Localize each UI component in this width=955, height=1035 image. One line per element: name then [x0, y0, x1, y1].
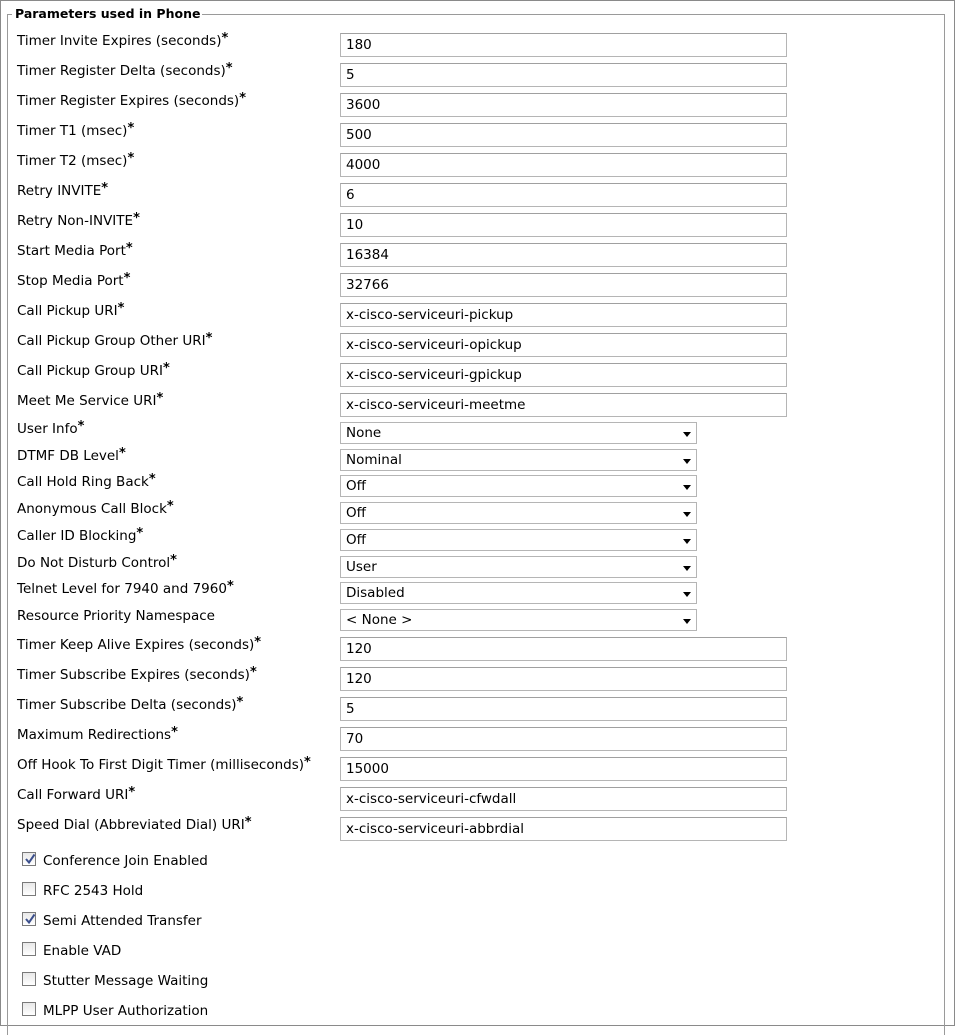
- timer-invite-expires-seconds-input[interactable]: 180: [340, 33, 787, 57]
- field-label: [17, 212, 140, 231]
- required-marker: *: [77, 419, 85, 434]
- call-forward-uri-input[interactable]: x-cisco-serviceuri-cfwdall: [340, 787, 787, 811]
- retry-invite-input[interactable]: 6: [340, 183, 787, 207]
- field-label: [17, 122, 134, 141]
- form-row-timer-subscribe-delta-seconds: [0, 692, 955, 722]
- field-label: [17, 756, 311, 775]
- field-label-text: Timer Invite Expires (seconds): [17, 33, 222, 49]
- field-label-text: Timer Subscribe Expires (seconds): [17, 667, 250, 683]
- semi-attended-transfer-checkbox[interactable]: [22, 912, 36, 926]
- section-title: Parameters used in Phone: [12, 6, 202, 22]
- dropdown-arrow-icon[interactable]: [683, 459, 691, 464]
- select-value: Off: [346, 532, 366, 548]
- dropdown-arrow-icon[interactable]: [683, 592, 691, 597]
- form-row-resource-priority-namespace: [0, 605, 955, 635]
- required-marker: *: [254, 635, 262, 650]
- start-media-port-input[interactable]: 16384: [340, 243, 787, 267]
- field-label: [17, 473, 156, 492]
- field-label-text: Resource Priority Namespace: [17, 608, 215, 624]
- speed-dial-abbreviated-dial-uri-input[interactable]: x-cisco-serviceuri-abbrdial: [340, 817, 787, 841]
- form-row-start-media-port: [0, 238, 955, 268]
- required-marker: *: [249, 665, 257, 680]
- checkmark-icon: [24, 913, 36, 925]
- off-hook-to-first-digit-timer-milliseconds-input[interactable]: 15000: [340, 757, 787, 781]
- timer-subscribe-expires-seconds-input[interactable]: 120: [340, 667, 787, 691]
- checkbox-label[interactable]: RFC 2543 Hold: [43, 883, 144, 899]
- dropdown-arrow-icon[interactable]: [683, 619, 691, 624]
- form-row-timer-t1-msec: [0, 118, 955, 148]
- form-row-telnet-level-for-7940-and-7960: [0, 578, 955, 608]
- field-label: [17, 696, 243, 715]
- field-label-text: Stop Media Port: [17, 273, 124, 289]
- required-marker: *: [128, 785, 136, 800]
- call-hold-ring-back-select[interactable]: [340, 475, 697, 497]
- checkmark-icon: [24, 853, 36, 865]
- field-label-text: User Info: [17, 421, 78, 437]
- select-value: < None >: [346, 612, 413, 628]
- select-value: None: [346, 425, 382, 441]
- field-label-text: Timer Subscribe Delta (seconds): [17, 697, 237, 713]
- form-row-retry-invite: [0, 178, 955, 208]
- form-row-timer-subscribe-expires-seconds: [0, 662, 955, 692]
- field-label-text: Anonymous Call Block: [17, 501, 167, 517]
- field-label-text: Call Hold Ring Back: [17, 474, 149, 490]
- form-row-maximum-redirections: [0, 722, 955, 752]
- required-marker: *: [239, 91, 247, 106]
- form-row-timer-keep-alive-expires-seconds: [0, 632, 955, 662]
- field-label-text: Meet Me Service URI: [17, 393, 157, 409]
- dropdown-arrow-icon[interactable]: [683, 566, 691, 571]
- field-label-text: Maximum Redirections: [17, 727, 172, 743]
- user-info-select[interactable]: [340, 422, 697, 444]
- required-marker: *: [226, 579, 234, 594]
- checkbox-label[interactable]: Stutter Message Waiting: [43, 973, 209, 989]
- required-marker: *: [125, 241, 133, 256]
- form-row-call-pickup-uri: [0, 298, 955, 328]
- dropdown-arrow-icon[interactable]: [683, 512, 691, 517]
- timer-register-delta-seconds-input[interactable]: 5: [340, 63, 787, 87]
- field-label: [17, 92, 246, 111]
- field-label: [17, 726, 178, 745]
- field-label: [17, 554, 177, 573]
- field-label: [17, 636, 261, 655]
- form-row-anonymous-call-block: [0, 498, 955, 528]
- timer-t1-msec-input[interactable]: 500: [340, 123, 787, 147]
- checkbox-label[interactable]: Semi Attended Transfer: [43, 913, 202, 929]
- field-label-text: Speed Dial (Abbreviated Dial) URI: [17, 817, 245, 833]
- required-marker: *: [166, 499, 174, 514]
- field-label: [17, 272, 130, 291]
- field-label: [17, 447, 126, 466]
- required-marker: *: [171, 725, 178, 740]
- caller-id-blocking-select[interactable]: [340, 529, 697, 551]
- form-row-caller-id-blocking: [0, 525, 955, 555]
- form-row-speed-dial-abbreviated-dial-uri: [0, 812, 955, 842]
- form-row-timer-t2-msec: [0, 148, 955, 178]
- stop-media-port-input[interactable]: 32766: [340, 273, 787, 297]
- do-not-disturb-control-select[interactable]: [340, 556, 697, 578]
- select-value: Off: [346, 505, 366, 521]
- select-value: Off: [346, 478, 366, 494]
- required-marker: *: [117, 301, 125, 316]
- required-marker: *: [304, 755, 311, 770]
- select-value: Disabled: [346, 585, 405, 601]
- rfc-2543-hold-checkbox[interactable]: [22, 882, 36, 896]
- field-label-text: Retry INVITE: [17, 183, 102, 199]
- call-pickup-group-other-uri-input[interactable]: x-cisco-serviceuri-opickup: [340, 333, 787, 357]
- form-row-timer-register-expires-seconds: [0, 88, 955, 118]
- timer-subscribe-delta-seconds-input[interactable]: 5: [340, 697, 787, 721]
- anonymous-call-block-select[interactable]: [340, 502, 697, 524]
- field-label-text: Caller ID Blocking: [17, 528, 137, 544]
- retry-non-invite-input[interactable]: 10: [340, 213, 787, 237]
- field-label-text: Call Pickup Group Other URI: [17, 333, 206, 349]
- dropdown-arrow-icon[interactable]: [683, 539, 691, 544]
- field-label-text: Timer T2 (msec): [17, 153, 128, 169]
- field-label-text: Call Forward URI: [17, 787, 129, 803]
- field-label-text: Timer Register Delta (seconds): [17, 63, 226, 79]
- field-label: [17, 332, 212, 351]
- required-marker: *: [221, 31, 229, 46]
- required-marker: *: [162, 361, 170, 376]
- required-marker: *: [118, 446, 126, 461]
- required-marker: *: [170, 553, 177, 568]
- field-label: [17, 786, 135, 805]
- required-marker: *: [156, 391, 164, 406]
- form-row-timer-register-delta-seconds: [0, 58, 955, 88]
- field-label-text: Timer Register Expires (seconds): [17, 93, 240, 109]
- required-marker: *: [127, 121, 135, 136]
- stutter-message-waiting-checkbox[interactable]: [22, 972, 36, 986]
- field-label: [17, 392, 163, 411]
- field-label: [17, 420, 84, 439]
- field-label: [17, 500, 174, 519]
- field-label: [17, 62, 233, 81]
- select-value: User: [346, 559, 377, 575]
- resource-priority-namespace-select[interactable]: [340, 609, 697, 631]
- form-row-call-hold-ring-back: [0, 471, 955, 501]
- required-marker: *: [244, 815, 252, 830]
- required-marker: *: [101, 181, 109, 196]
- field-label-text: Off Hook To First Digit Timer (milliseconds): [17, 757, 305, 773]
- call-pickup-uri-input[interactable]: x-cisco-serviceuri-pickup: [340, 303, 787, 327]
- maximum-redirections-input[interactable]: 70: [340, 727, 787, 751]
- field-label: [17, 32, 228, 51]
- select-value: Nominal: [346, 452, 402, 468]
- field-label: [17, 607, 215, 625]
- required-marker: *: [136, 526, 144, 541]
- enable-vad-checkbox[interactable]: [22, 942, 36, 956]
- required-marker: *: [148, 472, 156, 487]
- mlpp-user-authorization-checkbox[interactable]: [22, 1002, 36, 1016]
- meet-me-service-uri-input[interactable]: x-cisco-serviceuri-meetme: [340, 393, 787, 417]
- field-label-text: Timer Keep Alive Expires (seconds): [17, 637, 255, 653]
- field-label-text: Timer T1 (msec): [17, 123, 128, 139]
- call-pickup-group-uri-input[interactable]: x-cisco-serviceuri-gpickup: [340, 363, 787, 387]
- required-marker: *: [205, 331, 213, 346]
- required-marker: *: [123, 271, 131, 286]
- timer-keep-alive-expires-seconds-input[interactable]: 120: [340, 637, 787, 661]
- required-marker: *: [133, 211, 140, 226]
- required-marker: *: [225, 61, 233, 76]
- checkbox-label[interactable]: MLPP User Authorization: [43, 1003, 209, 1019]
- form-row-meet-me-service-uri: [0, 388, 955, 418]
- form-row-stop-media-port: [0, 268, 955, 298]
- field-label: [17, 580, 234, 599]
- form-row-off-hook-to-first-digit-timer-milliseconds: [0, 752, 955, 782]
- form-row-call-pickup-group-uri: [0, 358, 955, 388]
- field-label: [17, 527, 143, 546]
- form-row-user-info: [0, 418, 955, 448]
- form-row-call-pickup-group-other-uri: [0, 328, 955, 358]
- field-label: [17, 152, 134, 171]
- timer-register-expires-seconds-input[interactable]: 3600: [340, 93, 787, 117]
- field-label-text: Telnet Level for 7940 and 7960: [17, 581, 227, 597]
- dtmf-db-level-select[interactable]: [340, 449, 697, 471]
- field-label-text: Do Not Disturb Control: [17, 555, 171, 571]
- dropdown-arrow-icon[interactable]: [683, 485, 691, 490]
- checkbox-label[interactable]: Conference Join Enabled: [43, 853, 208, 869]
- field-label-text: Call Pickup Group URI: [17, 363, 163, 379]
- form-row-call-forward-uri: [0, 782, 955, 812]
- field-label-text: Start Media Port: [17, 243, 126, 259]
- telnet-level-for-7940-and-7960-select[interactable]: [340, 582, 697, 604]
- conference-join-enabled-checkbox[interactable]: [22, 852, 36, 866]
- field-label: [17, 362, 170, 381]
- field-label-text: Call Pickup URI: [17, 303, 118, 319]
- checkbox-label[interactable]: Enable VAD: [43, 943, 122, 959]
- dropdown-arrow-icon[interactable]: [683, 432, 691, 437]
- field-label-text: Retry Non-INVITE: [17, 213, 134, 229]
- field-label-text: DTMF DB Level: [17, 448, 119, 464]
- required-marker: *: [236, 695, 244, 710]
- field-label: [17, 242, 133, 261]
- form-row-timer-invite-expires-seconds: [0, 28, 955, 58]
- field-label: [17, 302, 124, 321]
- form-row-retry-non-invite: [0, 208, 955, 238]
- field-label: [17, 182, 108, 201]
- required-marker: *: [127, 151, 135, 166]
- field-label: [17, 816, 252, 835]
- timer-t2-msec-input[interactable]: 4000: [340, 153, 787, 177]
- field-label: [17, 666, 257, 685]
